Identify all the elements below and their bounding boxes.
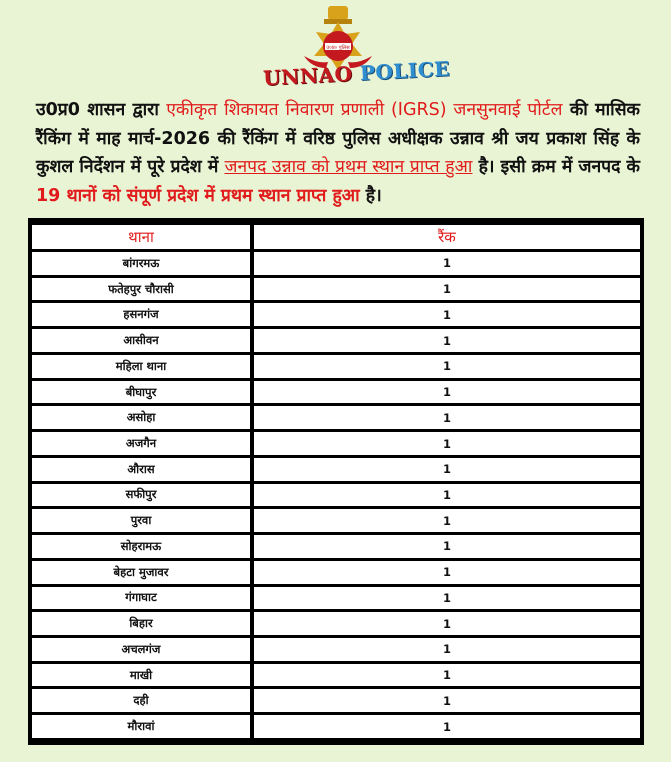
rank-cell: 1 <box>254 484 640 507</box>
rank-cell: 1 <box>254 329 640 352</box>
rank-cell: 1 <box>254 252 640 275</box>
station-name-cell: बेहटा मुजावर <box>32 561 254 584</box>
table-row <box>32 612 640 635</box>
station-name-cell: औरास <box>32 458 254 481</box>
logo-word-unnao: UNNAO <box>262 61 354 91</box>
table-row <box>32 303 640 326</box>
station-name-cell: बिहार <box>32 612 254 635</box>
rank-cell: 1 <box>254 509 640 532</box>
rank-cell: 1 <box>254 458 640 481</box>
station-name-cell: माखी <box>32 664 254 687</box>
para-igrs-text: एकीकृत शिकायत निवारण प्रणाली (IGRS) जनसुनवाई पोर्टल <box>166 100 563 120</box>
rank-cell: 1 <box>254 715 640 738</box>
station-name-cell: दही <box>32 689 254 712</box>
table-row <box>32 509 640 532</box>
station-name-cell: आसीवन <box>32 329 254 352</box>
rank-cell: 1 <box>254 406 640 429</box>
station-name-cell: मौरावां <box>32 715 254 738</box>
rank-cell: 1 <box>254 612 640 635</box>
station-name-cell: सफीपुर <box>32 484 254 507</box>
announcement-paragraph <box>36 96 640 210</box>
table-row <box>32 715 640 738</box>
station-name-cell: हसनगंज <box>32 303 254 326</box>
table-row <box>32 638 640 661</box>
rank-cell: 1 <box>254 664 640 687</box>
para-text-3: है। इसी क्रम में जनपद के <box>472 157 640 177</box>
station-name-cell: बांगरमऊ <box>32 252 254 275</box>
station-name-cell: बीघापुर <box>32 381 254 404</box>
station-name-cell: असोहा <box>32 406 254 429</box>
table-row <box>32 381 640 404</box>
table-header-row <box>32 225 640 249</box>
rank-cell: 1 <box>254 587 640 610</box>
table-row <box>32 406 640 429</box>
para-highlight-first-rank: जनपद उन्नाव को प्रथम स्थान प्राप्त हुआ <box>224 157 473 177</box>
rank-cell: 1 <box>254 278 640 301</box>
station-name-cell: गंगाघाट <box>32 587 254 610</box>
rank-cell: 1 <box>254 303 640 326</box>
table-row <box>32 587 640 610</box>
table-row <box>32 458 640 481</box>
rank-cell: 1 <box>254 432 640 455</box>
badge-text: उ०प्र० पुलिस <box>326 45 350 51</box>
station-name-cell: फतेहपुर चौरासी <box>32 278 254 301</box>
table-row <box>32 432 640 455</box>
header-station: थाना <box>32 225 254 249</box>
para-highlight-19-stations: 19 थानों को संपूर्ण प्रदेश में प्रथम स्थान प्राप्त हुआ <box>36 185 360 206</box>
rank-cell: 1 <box>254 355 640 378</box>
table-row <box>32 689 640 712</box>
para-text-2: की मासिक रैंकिंग में माह मार्च-2026 की रैंकिंग में वरिष्ठ पुलिस अधीक्षक उन्नाव श्री जय प्रकाश सिंह के कुशल निर्देशन में पूरे प्रदेश में <box>36 100 640 177</box>
logo-word-police: POLICE <box>359 56 451 86</box>
station-name-cell: सोहरामऊ <box>32 535 254 558</box>
header-rank: रैंक <box>254 225 640 249</box>
table-row <box>32 484 640 507</box>
station-name-cell: अजगैन <box>32 432 254 455</box>
rank-cell: 1 <box>254 561 640 584</box>
ranking-table-frame <box>28 218 644 745</box>
para-text-1: उ0प्र0 शासन द्वारा <box>36 100 167 120</box>
table-row <box>32 664 640 687</box>
rank-cell: 1 <box>254 535 640 558</box>
table-row <box>32 278 640 301</box>
ranking-table <box>32 222 640 741</box>
rank-cell: 1 <box>254 689 640 712</box>
para-text-4: है। <box>359 185 382 206</box>
table-row <box>32 535 640 558</box>
table-row <box>32 561 640 584</box>
station-name-cell: अचलगंज <box>32 638 254 661</box>
station-name-cell: पुरवा <box>32 509 254 532</box>
rank-cell: 1 <box>254 638 640 661</box>
table-row <box>32 329 640 352</box>
station-name-cell: महिला थाना <box>32 355 254 378</box>
table-row <box>32 252 640 275</box>
table-row <box>32 355 640 378</box>
rank-cell: 1 <box>254 381 640 404</box>
